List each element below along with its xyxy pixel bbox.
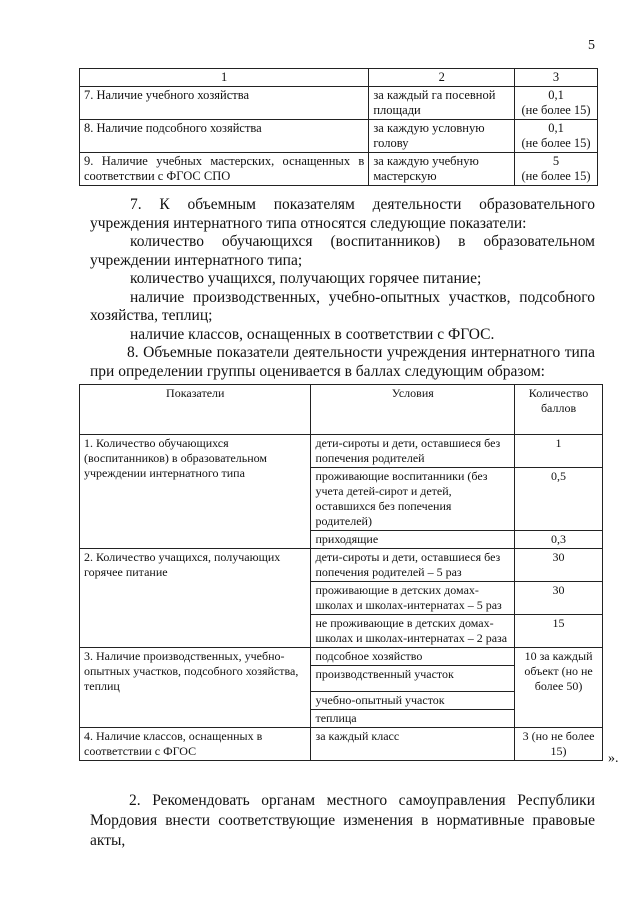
condition-cell: производственный участок: [311, 666, 515, 692]
table-row: [80, 648, 603, 666]
indicator-cell: 4. Наличие классов, оснащенных в соответствии с ФГОС: [80, 728, 311, 761]
section-7-item: количество учащихся, получающих горячее питание;: [130, 270, 482, 287]
indicator-cell: 8. Наличие подсобного хозяйства: [80, 120, 369, 153]
indicator-cell: 7. Наличие учебного хозяйства: [80, 87, 369, 120]
condition-cell: не проживающие в детских домах-школах и школах-интернатах – 2 раза: [311, 615, 515, 648]
condition-cell: теплица: [311, 710, 515, 728]
table-header-row: [80, 385, 603, 435]
points-cell: 0,3: [515, 531, 603, 549]
table-row: [80, 120, 598, 153]
header-cell: 1: [80, 69, 369, 87]
section-7: [90, 196, 595, 381]
points-cell: 15: [515, 615, 603, 648]
condition-cell: за каждый га посевной площади: [369, 87, 515, 120]
condition-cell: учебно-опытный участок: [311, 692, 515, 710]
condition-cell: дети-сироты и дети, оставшиеся без попечения родителей – 5 раз: [311, 549, 515, 582]
header-cell: 2: [369, 69, 515, 87]
section-2-text: 2. Рекомендовать органам местного самоуправления Республики Мордовия внести соответствующие изменения в нормативные правовые акты,: [90, 792, 595, 849]
section-2: [90, 791, 595, 851]
condition-cell: дети-сироты и дети, оставшиеся без попечения родителей: [311, 435, 515, 468]
closing-quote: ».: [608, 751, 619, 766]
points-cell: 30: [515, 549, 603, 582]
condition-cell: проживающие в детских домах-школах и школах-интернатах – 5 раз: [311, 582, 515, 615]
condition-cell: за каждую учебную мастерскую: [369, 153, 515, 186]
indicator-cell: 2. Количество учащихся, получающих горячее питание: [80, 549, 311, 648]
table-row: [80, 153, 598, 186]
table-continuation: [79, 68, 598, 186]
page-number: 5: [588, 38, 595, 53]
condition-cell: за каждый класс: [311, 728, 515, 761]
table-row: [80, 87, 598, 120]
points-cell: 0,5: [515, 468, 603, 531]
table-row: [80, 549, 603, 582]
points-cell: 10 за каждый объект (но не более 50): [515, 648, 603, 728]
section-7-intro: 7. К объемным показателям деятельности образовательного учреждения интернатного типа относятся следующие показатели:: [90, 196, 595, 232]
condition-cell: за каждую условную голову: [369, 120, 515, 153]
table-row: [80, 435, 603, 468]
condition-cell: приходящие: [311, 531, 515, 549]
value-cell: 0,1 (не более 15): [515, 87, 598, 120]
header-indicators: Показатели: [80, 385, 311, 435]
points-cell: 3 (но не более 15): [515, 728, 603, 761]
header-points: Количество баллов: [515, 385, 603, 435]
table-row: [80, 728, 603, 761]
points-cell: 30: [515, 582, 603, 615]
condition-cell: проживающие воспитанники (без учета детей-сирот и детей, оставшихся без попечения родителей): [311, 468, 515, 531]
header-conditions: Условия: [311, 385, 515, 435]
value-cell: 5 (не более 15): [515, 153, 598, 186]
section-7-item: наличие производственных, учебно-опытных участков, подсобного хозяйства, теплиц;: [90, 288, 595, 324]
points-table: [79, 384, 603, 761]
indicator-cell: 9. Наличие учебных мастерских, оснащенных в соответствии с ФГОС СПО: [80, 153, 369, 186]
indicator-cell: 3. Наличие производственных, учебно-опытных участков, подсобного хозяйства, теплиц: [80, 648, 311, 728]
points-cell: 1: [515, 435, 603, 468]
header-cell: 3: [515, 69, 598, 87]
section-7-item: количество обучающихся (воспитанников) в образовательном учреждении интернатного типа;: [90, 233, 595, 269]
section-8-intro: 8. Объемные показатели деятельности учреждения интернатного типа при определении группы оценивается в баллах следующим образом:: [90, 344, 595, 380]
section-7-item: наличие классов, оснащенных в соответствии с ФГОС.: [130, 325, 495, 343]
table-header-row: [80, 69, 598, 87]
indicator-cell: 1. Количество обучающихся (воспитанников) в образовательном учреждении интернатного типа: [80, 435, 311, 549]
value-cell: 0,1 (не более 15): [515, 120, 598, 153]
condition-cell: подсобное хозяйство: [311, 648, 515, 666]
